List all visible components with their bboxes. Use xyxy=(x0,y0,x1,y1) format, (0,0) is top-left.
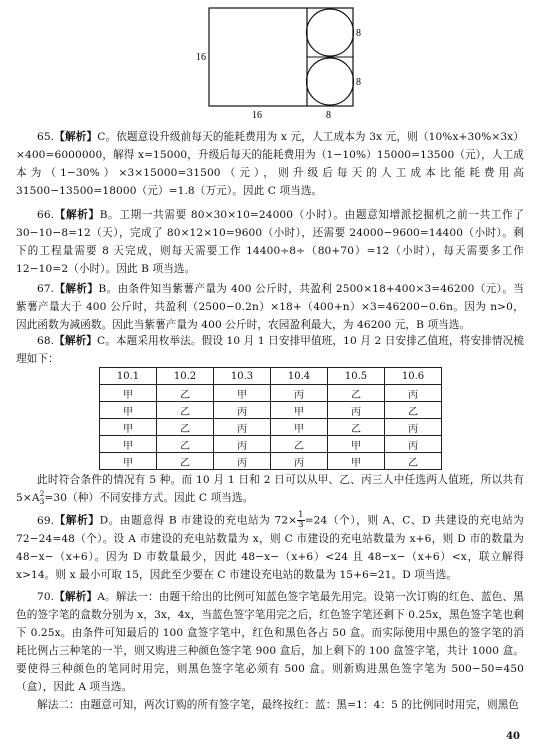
geometry-figure xyxy=(0,0,538,130)
table-cell: 丙 xyxy=(271,453,328,470)
table-row xyxy=(100,385,442,402)
q65-tag: 【解析】 xyxy=(54,131,98,143)
page-number: 40 xyxy=(506,731,520,742)
table-cell: 丙 xyxy=(385,419,442,436)
q66-tag: 【解析】 xyxy=(54,209,100,221)
table-cell: 丙 xyxy=(385,385,442,402)
table-cell: 甲 xyxy=(100,419,157,436)
table-cell: 乙 xyxy=(271,436,328,453)
table-cell: 乙 xyxy=(385,453,442,470)
table-cell: 甲 xyxy=(214,385,271,402)
table-cell: 甲 xyxy=(271,402,328,419)
q69-fraction-denominator: 3 xyxy=(298,520,304,530)
table-cell: 丙 xyxy=(385,436,442,453)
table-cell: 乙 xyxy=(157,385,214,402)
solution-68-conclusion xyxy=(16,471,524,507)
q65-number: 65. xyxy=(37,131,55,143)
q68-after-end: =30（种）不同安排方式。因此 C 项当选。 xyxy=(44,492,254,504)
table-cell: 乙 xyxy=(157,453,214,470)
table-cell: 甲 xyxy=(328,453,385,470)
table-cell: 丙 xyxy=(214,402,271,419)
table-cell: 丙 xyxy=(214,436,271,453)
table-cell: 乙 xyxy=(328,385,385,402)
q68-subscript: 3 xyxy=(39,497,45,506)
q66-number: 66. xyxy=(37,209,55,221)
q70-text2: 解法二：由题意可知，两次订购的所有签字笔，最终按红：蓝：黑=1：4：5 的比例同时用完，则黑色 xyxy=(37,699,520,711)
q67-number: 67. xyxy=(37,283,55,295)
q70-tag: 【解析】 xyxy=(54,591,98,603)
table-cell: 甲 xyxy=(100,385,157,402)
solution-65 xyxy=(16,128,524,200)
label-right-bottom: 8 xyxy=(356,77,361,88)
q70-number: 70. xyxy=(37,591,55,603)
solution-66 xyxy=(16,206,524,278)
label-bottom-left: 16 xyxy=(252,110,262,121)
table-row xyxy=(100,419,442,436)
table-cell: 乙 xyxy=(385,402,442,419)
table-cell: 乙 xyxy=(157,436,214,453)
solution-67 xyxy=(16,280,524,334)
q68-after: 此时符合条件的情况有 5 种。而 10 月 1 日和 2 日可以从甲、乙、丙三人中任选两人值班，所以共有 5×A xyxy=(16,474,524,504)
table-cell: 乙 xyxy=(157,402,214,419)
q69-text-a: D。由题意得 B 市建设的充电站为 72× xyxy=(99,514,298,527)
q69-tag: 【解析】 xyxy=(54,514,100,527)
q69-text-b: =24（个），则 A、C、D 共建设的充电站为 72−24=48（个）。设 A 市建设的充电站数量为 x，则 C 市建设的充电站数量为 x+6，则 D 市的数量为 48−x−（x+6）。因为 D 市数量最少，因此 48−x−（x+6）<24 且 48−x−（x+6）<x，联立解得 x>14。则 x 最小可取 15，因此至少要在 C 市建设充电站的数量为 15+6=21。D 项当选。 xyxy=(16,514,525,581)
table-header-cell: 10.5 xyxy=(328,368,385,385)
table-row xyxy=(100,402,442,419)
lower-circle xyxy=(307,58,354,105)
table-cell: 丙 xyxy=(271,385,328,402)
table-cell: 丙 xyxy=(214,453,271,470)
q68-tag: 【解析】 xyxy=(54,335,98,347)
table-header-cell: 10.2 xyxy=(157,368,214,385)
table-cell: 甲 xyxy=(100,453,157,470)
table-header-cell: 10.4 xyxy=(271,368,328,385)
table-row xyxy=(100,453,442,470)
q68-number: 68. xyxy=(37,335,55,347)
q65-text: C。依题意设升级前每天的能耗费用为 x 元，人工成本为 3x 元，则（10%x+30%×3x）×400=6000000，解得 x=15000，升级后每天的能耗费用为（1−10%）15000=13500（元），人工成本为（1−30%）×3×15000=31500（元），则升级后每天的人工成本比能耗费用高 31500−13500=18000（元）=1.8（万元）。因此 C 项当选。 xyxy=(16,131,524,197)
upper-circle xyxy=(307,9,354,56)
table-header-cell: 10.6 xyxy=(385,368,442,385)
q66-text: B。工期一共需要 80×30×10=24000（小时）。由题意知增派挖掘机之前一共工作了 30−10−8=12（天），完成了 80×12×10=9600（小时），还需要 24000−9600=14400（小时）。剩下的工程量需要 8 天完成，则每天需要工作 14400÷8÷（80+70）=12（小时），每天需要多工作 12−10=2（小时）。因此 B 项当选。 xyxy=(16,209,524,275)
table-header-cell: 10.3 xyxy=(214,368,271,385)
table-header-cell: 10.1 xyxy=(100,368,157,385)
label-left: 16 xyxy=(196,52,206,63)
solution-70-method-two xyxy=(16,696,524,714)
table-cell: 甲 xyxy=(271,419,328,436)
q69-fraction-numerator: 1 xyxy=(298,510,304,520)
q69-number: 69. xyxy=(37,514,55,527)
table-cell: 乙 xyxy=(157,419,214,436)
q70-text: A。解法一：由题干给出的比例可知蓝色签字笔最先用完。设第一次订购的红色、蓝色、黑色的签字笔的盒数分别为 x，3x，4x，当蓝色签字笔用完之后，红色签字笔还剩下 0.25x，黑色签字笔也剩下 0.25x。由条件可知最后的 100 盒签字笔中，红色和黑色各占 50 盒。而实际使用中黑色的签字笔的消耗比例占三种笔的一半，则又购进三种颜色签字笔 900 盒后，加上剩下的 100 盒签字笔，共计 1000 盒。要使得三种颜色的笔同时用完，则黑色签字笔必须有 500 盒。则新购进黑色签字笔为 500−50=450（盒），因此 A 项当选。 xyxy=(16,591,524,693)
q67-text: B。由条件知当紫薯产量为 400 公斤时，共盈利 2500×18+400×3=46200（元）。当紫薯产量大于 400 公斤时，共盈利（2500−0.2n）×18+（400+n）×3=46200−0.6n。因为 n>0，因此函数为减函数。因此当紫薯产量为 400 公斤时，农园盈利最大，为 46200 元，B 项当选。 xyxy=(16,283,525,331)
q67-tag: 【解析】 xyxy=(54,283,99,295)
table-cell: 甲 xyxy=(100,436,157,453)
q68-text: C。本题采用枚举法。假设 10 月 1 日安排甲值班，10 月 2 日安排乙值班，将安排情况梳理如下： xyxy=(16,335,524,365)
schedule-table xyxy=(99,367,442,470)
solution-70 xyxy=(16,588,524,696)
table-cell: 丙 xyxy=(328,402,385,419)
table-cell: 乙 xyxy=(328,419,385,436)
solution-69 xyxy=(16,511,524,584)
label-bottom-right: 8 xyxy=(326,110,331,121)
q68-superscript: 2 xyxy=(39,489,45,498)
table-header-row xyxy=(100,368,442,385)
solution-68 xyxy=(16,332,524,368)
table-cell: 甲 xyxy=(328,436,385,453)
label-right-top: 8 xyxy=(356,28,361,39)
table-cell: 丙 xyxy=(214,419,271,436)
table-row xyxy=(100,436,442,453)
table-cell: 甲 xyxy=(100,402,157,419)
